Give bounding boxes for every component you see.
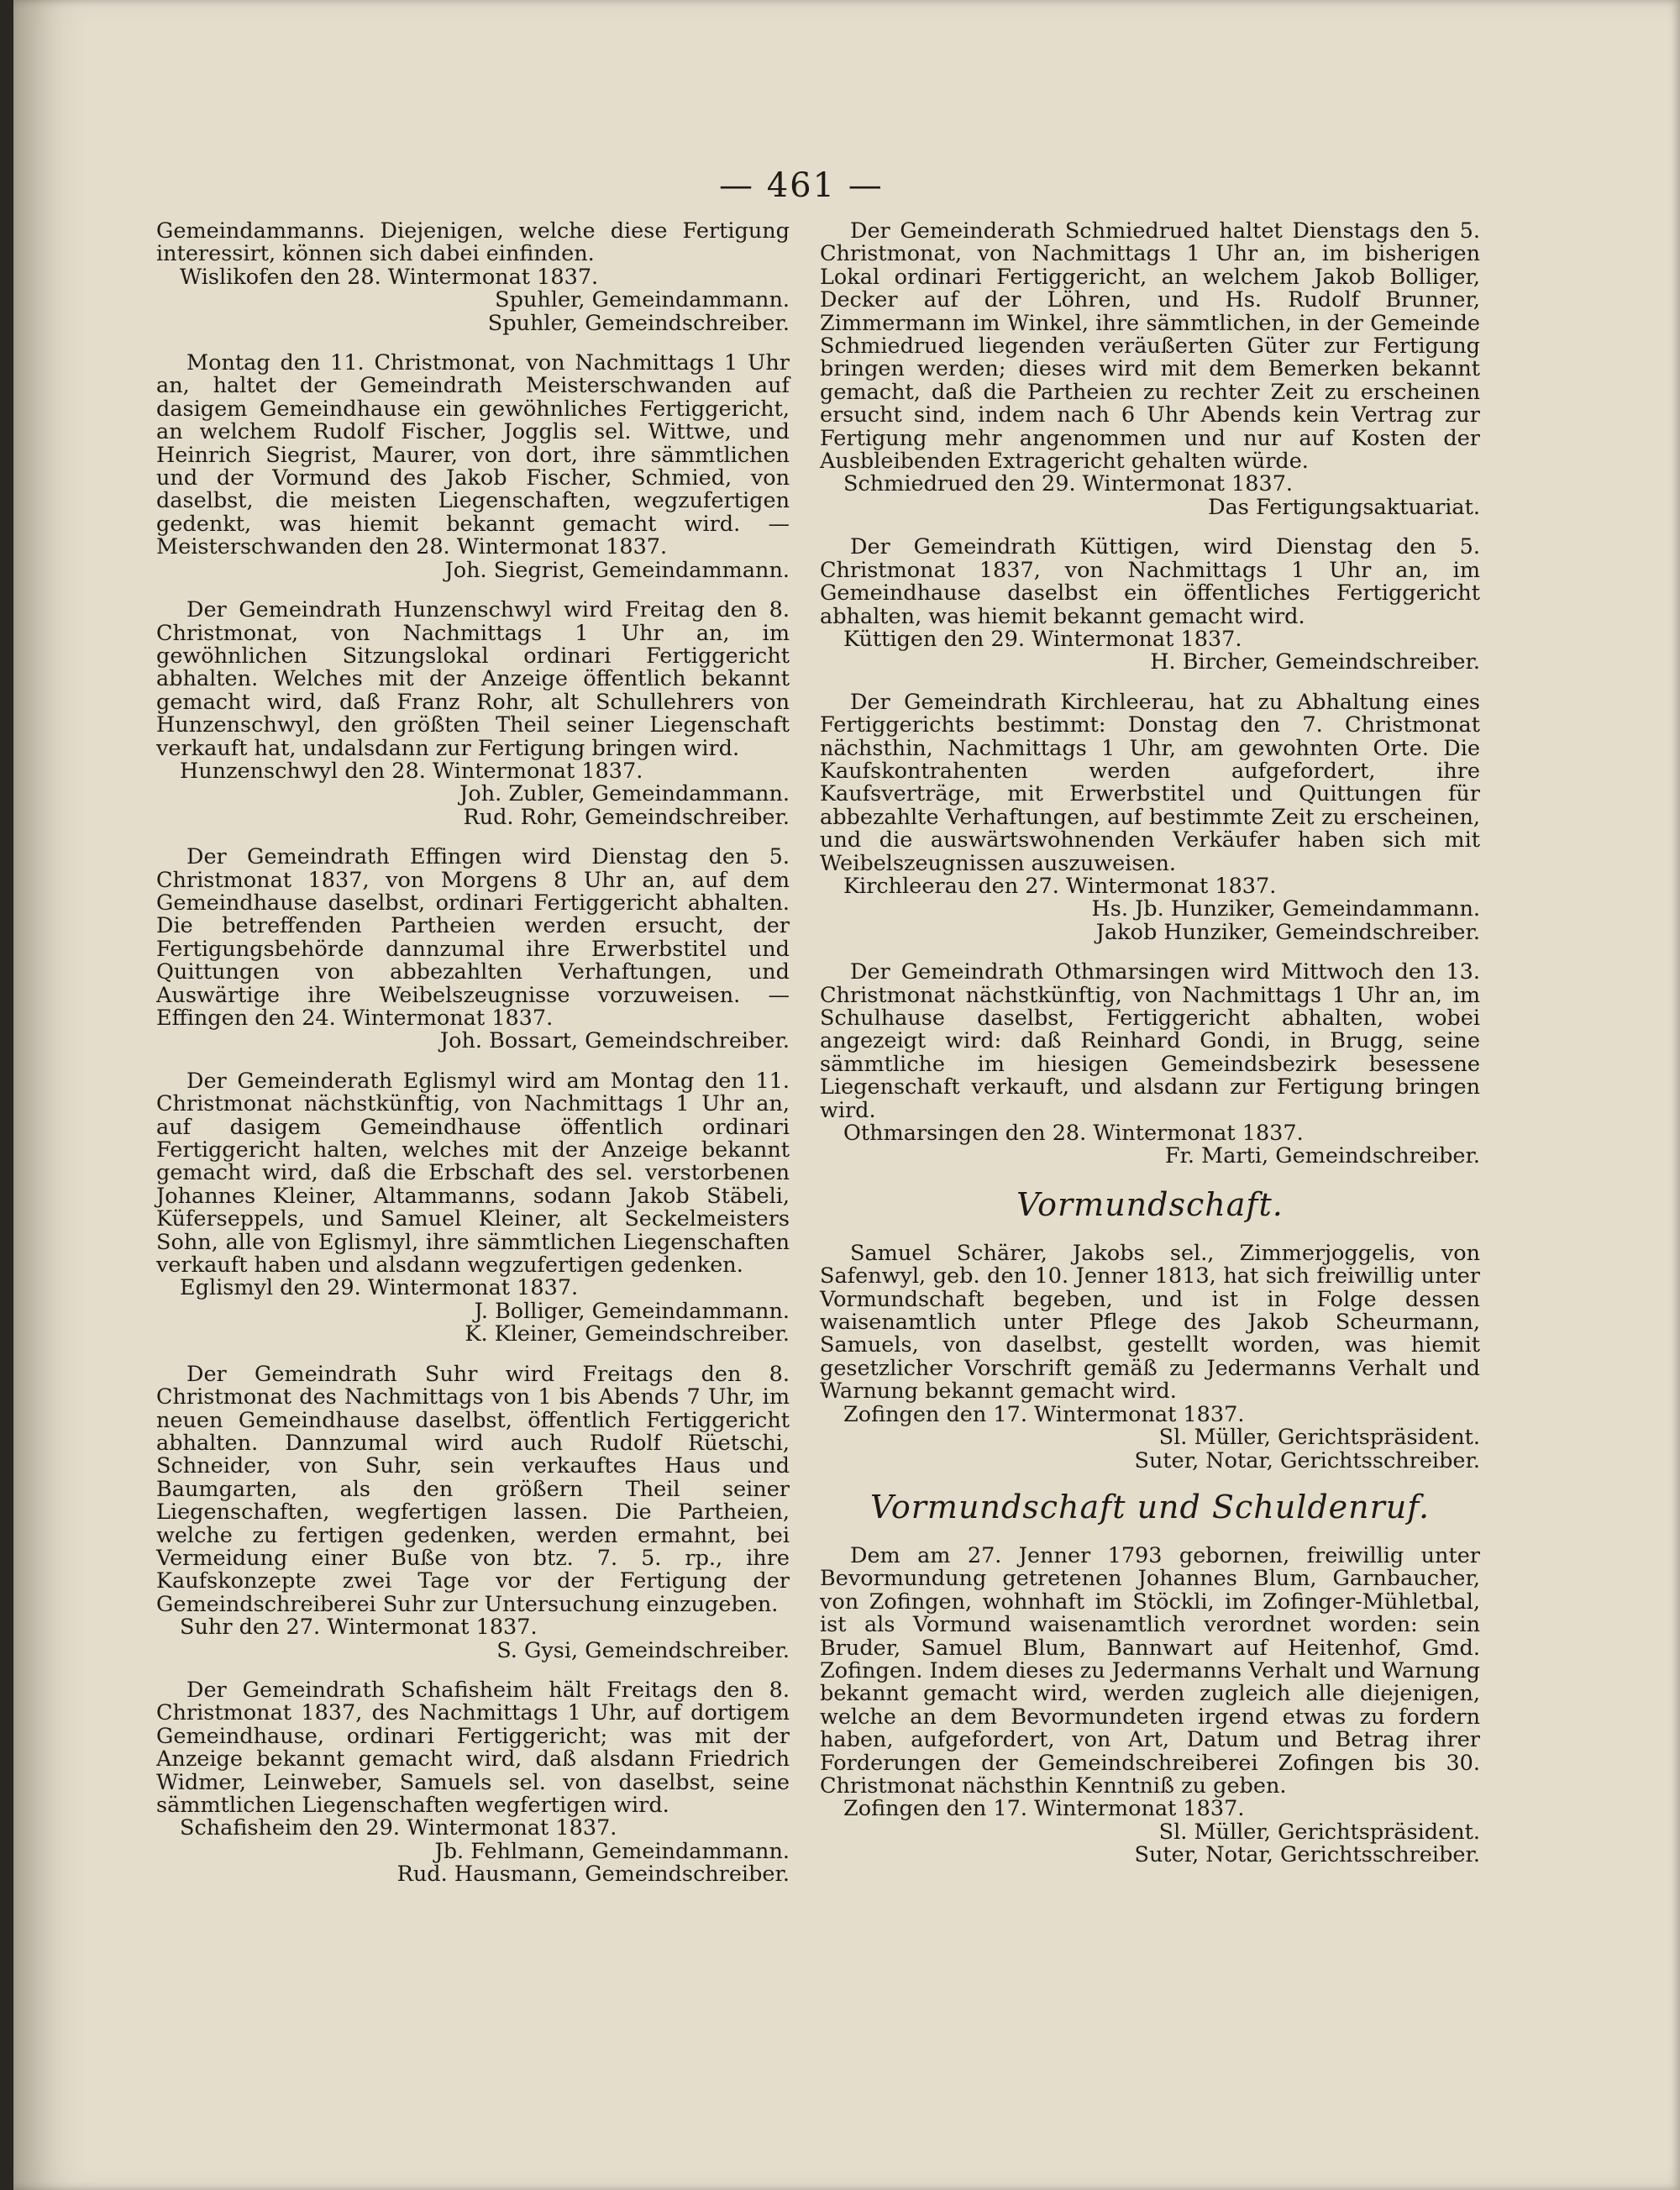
notice-signature: Suter, Notar, Gerichtsschreiber. xyxy=(1134,1842,1480,1868)
notice-paragraph: Montag den 11. Christmonat, von Nachmittags 1 Uhr an, haltet der Gemeindrath Meisterschwanden auf dasigem Gemeindhause ein gewöhnliches Fertiggericht, an welchem Rudolf Fischer, Jogglis sel. Wittwe, und Heinrich Siegrist, Maurer, von dort, ihre sämmtlichen und der Vormund des Jakob Fischer, Schmied, von daselbst, die meisten Liegenschaften, wegzufertigen gedenkt, was hiemit bekannt gemacht wird. — Meisterschwanden den 28. Wintermonat 1837. xyxy=(156,350,790,560)
left-column xyxy=(156,220,790,1904)
notice-dateline: Küttigen den 29. Wintermonat 1837. xyxy=(843,626,1242,652)
notice xyxy=(156,220,790,335)
notice-paragraph: Samuel Schärer, Jakobs sel., Zimmerjoggelis, von Safenwyl, geb. den 10. Jenner 1813, hat sich freiwillig unter Vormundschaft begeben, und ist in Folge dessen waisenamtlich unter Pflege des Jakob Scheurmann, Samuels, von daselbst, gestellt worden, was hiemit gesetzlicher Vorschrift gemäß zu Jedermanns Verhalt und Warnung bekannt gemacht wird. xyxy=(820,1240,1480,1405)
notice-signature: H. Bircher, Gemeindschreiber. xyxy=(1150,649,1480,675)
notice-paragraph: Der Gemeindrath Kirchleerau, hat zu Abhaltung eines Fertiggerichts bestimmt: Donstag den 7. Christmonat nächsthin, Nachmittags 1 Uhr, am gewohnten Orte. Die Kaufskontrahenten werden aufgefordert, ihre Kaufsverträge, mit Erwerbstitel und Quittungen für abbezahlte Verhaftungen, auf bestimmte Zeit zu erscheinen, und die auswärtswohnenden Verkäufer haben sich mit Weibelszeugnissen auszuweisen. xyxy=(820,689,1480,876)
notice xyxy=(156,846,790,1053)
notice-signature: Suter, Notar, Gerichtsschreiber. xyxy=(1134,1447,1480,1473)
page-number: — 461 — xyxy=(719,166,884,205)
notice-dateline: Zofingen den 17. Wintermonat 1837. xyxy=(843,1796,1245,1822)
notice-signature: Rud. Rohr, Gemeindschreiber. xyxy=(463,804,790,830)
notice-paragraph: Dem am 27. Jenner 1793 gebornen, freiwillig unter Bevormundung getretenen Johannes Blum, Garnbaucher, von Zofingen, wohnhaft im Stöckli, im Zofinger-Mühletbal, ist als Vormund waisenamtlich verordnet worden: sein Bruder, Samuel Blum, Bannwart auf Heitenhof, Gmd. Zofingen. Indem dieses zu Jedermanns Verhalt und Warnung bekannt gemacht wird, werden zugleich alle diejenigen, welche an dem Bevormundeten irgend etwas zu fordern haben, aufgefordert, von Art, Datum und Betrag ihrer Forderungen der Gemeindschreiberei Zofingen bis 30. Christmonat nächsthin Kenntniß zu geben. xyxy=(820,1542,1480,1799)
notice-signature: Joh. Bossart, Gemeindschreiber. xyxy=(439,1028,790,1054)
notice-paragraph: Der Gemeindrath Küttigen, wird Dienstag den 5. Christmonat 1837, von Nachmittags 1 Uhr an, im Gemeindhause daselbst ein öffentliches Fertiggericht abhalten, was hiemit bekannt gemacht wird. xyxy=(820,534,1480,629)
notice-signature: S. Gysi, Gemeindschreiber. xyxy=(496,1637,790,1663)
notice-signature: Spuhler, Gemeindschreiber. xyxy=(487,310,790,336)
notice-dateline: Hunzenschwyl den 28. Wintermonat 1837. xyxy=(180,758,643,784)
notice xyxy=(820,961,1480,1169)
notice-signature: Joh. Zubler, Gemeindammann. xyxy=(459,781,790,807)
notice xyxy=(156,599,790,829)
notice xyxy=(156,1679,790,1887)
notice-paragraph: Der Gemeindrath Othmarsingen wird Mittwoch den 13. Christmonat nächstkünftig, von Nachmittags 1 Uhr an, im Schulhause daselbst, Fertiggericht abhalten, wobei angezeigt wird: daß Reinhard Gondi, in Brugg, seine sämmtliche im hiesigen Gemeindsbezirk besessene Liegenschaft verkauft, und alsdann zur Fertigung bringen wird. xyxy=(820,959,1480,1123)
notice-paragraph: Der Gemeinderath Eglismyl wird am Montag den 11. Christmonat nächstkünftig, von Nachmittags 1 Uhr an, auf dasigem Gemeindhause öffentlich ordinari Fertiggericht halten, welches mit der Anzeige bekannt gemacht wird, daß die Erbschaft des sel. verstorbenen Johannes Kleiner, Altammanns, sodann Jakob Stäbeli, Küferseppels, und Samuel Kleiner, alt Seckelmeisters Sohn, alle von Eglismyl, ihre sämmtlichen Liegenschaften verkauft haben und alsdann wegzufertigen gedenken. xyxy=(156,1068,790,1279)
right-column-notices xyxy=(820,220,1480,1169)
notice-signature: Sl. Müller, Gerichtspräsident. xyxy=(1158,1425,1480,1451)
notice-dateline: Wislikofen den 28. Wintermonat 1837. xyxy=(180,264,599,290)
notice-signature: Joh. Siegrist, Gemeindammann. xyxy=(444,557,790,583)
notice-signature: Fr. Marti, Gemeindschreiber. xyxy=(1164,1143,1480,1169)
notice-paragraph: Der Gemeindrath Schafisheim hält Freitags den 8. Christmonat 1837, des Nachmittags 1 Uhr, auf dortigem Gemeindhause, ordinari Fertiggericht; was mit der Anzeige bekannt gemacht wird, daß alsdann Friedrich Widmer, Leinweber, Samuels sel. von daselbst, seine sämmtlichen Liegenschaften wegfertigen wird. xyxy=(156,1677,790,1818)
right-column xyxy=(820,220,1480,1867)
notice xyxy=(820,220,1480,519)
notice xyxy=(820,536,1480,674)
notice-paragraph: Der Gemeinderath Schmiedrued haltet Dienstags den 5. Christmonat, von Nachmittags 1 Uhr an, im bisherigen Lokal ordinari Fertiggericht, an welchem Jakob Bolliger, Decker auf der Löhren, und Hs. Rudolf Brunner, Zimmermann im Winkel, ihre sämmtlichen, in der Gemeinde Schmiedrued liegenden veräußerten Güter zur Fertigung bringen werden; dieses wird mit dem Bemerken bekannt gemacht, daß die Partheien zu rechter Zeit zu erscheinen ersucht sind, indem nach 6 Uhr Abends kein Vertrag zur Fertigung mehr angenommen und nur auf Kosten der Ausbleibenden Extragericht gehalten würde. xyxy=(820,218,1480,475)
notice-dateline: Zofingen den 17. Wintermonat 1837. xyxy=(843,1401,1245,1427)
section-title-vormundschaft: Vormundschaft. xyxy=(1016,1185,1284,1223)
notice xyxy=(156,1363,790,1662)
notice xyxy=(156,352,790,582)
notice-signature: Sl. Müller, Gerichtspräsident. xyxy=(1158,1819,1480,1845)
notice-paragraph: Der Gemeindrath Effingen wird Dienstag den 5. Christmonat 1837, von Morgens 8 Uhr an, auf dem Gemeindhause daselbst, ordinari Fertiggericht abhalten. Die betreffenden Partheien werden ersucht, der Fertigungsbehörde dannzumal ihre Erwerbstitel und Quittungen von abbezahlten Verhaftungen, und Auswärtige ihre Weibelszeugnisse vorzuweisen. — Effingen den 24. Wintermonat 1837. xyxy=(156,844,790,1031)
section-body-vormundschaft xyxy=(820,1242,1480,1473)
notice-dateline: Kirchleerau den 27. Wintermonat 1837. xyxy=(843,873,1277,899)
notice-signature: K. Kleiner, Gemeindschreiber. xyxy=(465,1321,790,1347)
section-vormundschaft xyxy=(820,1185,1480,1473)
section-schuldenruf xyxy=(820,1488,1480,1867)
section-title-schuldenruf: Vormundschaft und Schuldenruf. xyxy=(869,1488,1431,1526)
notice-signature: Rud. Hausmann, Gemeindschreiber. xyxy=(396,1862,790,1888)
notice-dateline: Schafisheim den 29. Wintermonat 1837. xyxy=(180,1815,617,1841)
notice-paragraph: Der Gemeindrath Suhr wird Freitags den 8. Christmonat des Nachmittags von 1 bis Abends 7 Uhr, im neuen Gemeindhause daselbst, öffentlich Fertiggericht abhalten. Dannzumal wird auch Rudolf Rüetschi, Schneider, von Suhr, sein verkauftes Haus und Baumgarten, als den größern Theil seiner Liegenschaften, wegfertigen lassen. Die Partheien, welche zu fertigen gedenken, werden ermahnt, bei Vermeidung einer Buße von btz. 7. 5. rp., ihre Kaufskonzepte zwei Tage vor der Fertigung der Gemeindschreiberei Suhr zur Untersuchung einzugeben. xyxy=(156,1361,790,1617)
notice-signature: J. Bolliger, Gemeindammann. xyxy=(474,1298,790,1324)
section-body-schuldenruf xyxy=(820,1542,1480,1868)
notice-signature: Spuhler, Gemeindammann. xyxy=(495,287,790,313)
notice xyxy=(820,691,1480,944)
notice-paragraph: Der Gemeindrath Hunzenschwyl wird Freitag den 8. Christmonat, von Nachmittags 1 Uhr an, im gewöhnlichen Sitzungslokal ordinari Fertiggericht abhalten. Welches mit der Anzeige öffentlich bekannt gemacht wird, daß Franz Rohr, alt Schullehrers von Hunzenschwyl, den größten Theil seiner Liegenschaft verkauft hat, undalsdann zur Fertigung bringen wird. xyxy=(156,597,790,761)
notice-dateline: Suhr den 27. Wintermonat 1837. xyxy=(180,1615,538,1641)
notice-dateline: Eglismyl den 29. Wintermonat 1837. xyxy=(180,1275,579,1301)
notice-signature: Hs. Jb. Hunziker, Gemeindammann. xyxy=(1091,896,1480,922)
notice-dateline: Schmiedrued den 29. Wintermonat 1837. xyxy=(843,471,1294,497)
notice-paragraph: Gemeindammanns. Diejenigen, welche diese Fertigung interessirt, können sich dabei einfinden. xyxy=(156,218,790,267)
notice-signature: Das Fertigungsaktuariat. xyxy=(1208,494,1480,520)
notice-signature: Jakob Hunziker, Gemeindschreiber. xyxy=(1095,919,1480,945)
newspaper-page xyxy=(13,0,1680,2190)
notice-signature: Jb. Fehlmann, Gemeindammann. xyxy=(434,1838,790,1864)
notice xyxy=(156,1070,790,1347)
notice-dateline: Othmarsingen den 28. Wintermonat 1837. xyxy=(843,1121,1304,1147)
